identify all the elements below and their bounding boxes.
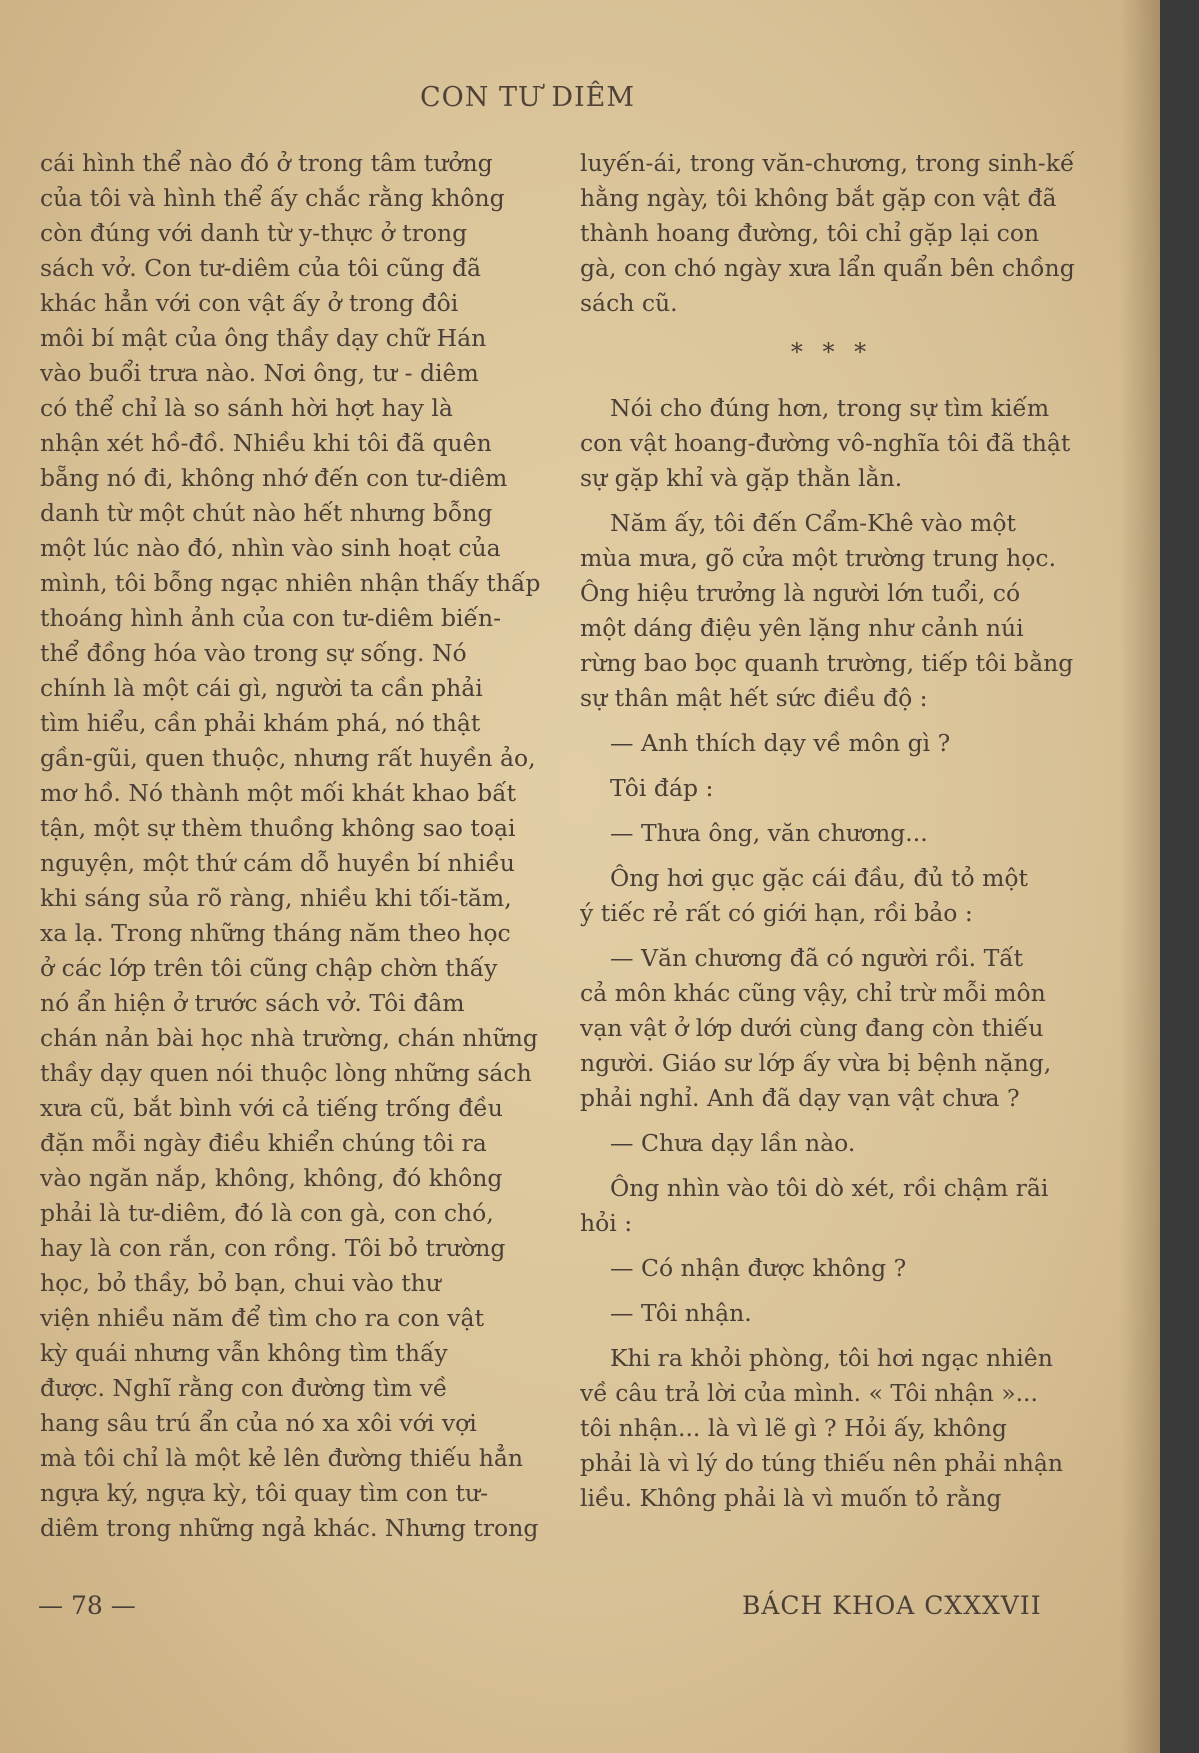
text-line: về câu trả lời của mình. « Tôi nhận »... xyxy=(580,1379,1038,1407)
text-line: tìm hiểu, cần phải khám phá, nó thật xyxy=(40,709,481,737)
text-line: vào ngăn nắp, không, không, đó không xyxy=(40,1164,503,1192)
text-line: liều. Không phải là vì muốn tỏ rằng xyxy=(580,1484,1002,1512)
text-line: mơ hồ. Nó thành một mối khát khao bất xyxy=(40,779,517,807)
text-line: diêm trong những ngả khác. Nhưng trong xyxy=(40,1514,539,1542)
text-line: gần-gũi, quen thuộc, nhưng rất huyền ảo, xyxy=(40,744,536,772)
text-line: Nói cho đúng hơn, trong sự tìm kiếm xyxy=(610,394,1050,422)
text-line: cái hình thể nào đó ở trong tâm tưởng xyxy=(40,149,493,177)
text-line: hỏi : xyxy=(580,1209,633,1237)
text-line: xưa cũ, bắt bình với cả tiếng trống đều xyxy=(40,1094,503,1122)
text-line: Ông hơi gục gặc cái đầu, đủ tỏ một xyxy=(610,864,1028,892)
text-line: gà, con chó ngày xưa lẩn quẩn bên chồng xyxy=(580,254,1075,282)
paragraph xyxy=(580,726,1083,761)
paragraph xyxy=(580,771,1083,806)
paragraph xyxy=(580,1296,1083,1331)
text-line: sự thân mật hết sức điều độ : xyxy=(580,684,928,712)
paragraph-gap xyxy=(580,1286,1083,1296)
paragraph-gap xyxy=(580,931,1083,941)
paragraph xyxy=(580,1126,1083,1161)
text-line: mình, tôi bỗng ngạc nhiên nhận thấy thấp xyxy=(40,569,541,597)
left-text-column xyxy=(40,146,543,1546)
paragraph-gap xyxy=(580,1116,1083,1126)
paragraph xyxy=(580,861,1083,931)
text-line: người. Giáo sư lớp ấy vừa bị bệnh nặng, xyxy=(580,1049,1052,1077)
text-line: phải là vì lý do túng thiếu nên phải nhận xyxy=(580,1449,1063,1477)
text-line: ý tiếc rẻ rất có giới hạn, rồi bảo : xyxy=(580,899,973,927)
text-line: một lúc nào đó, nhìn vào sinh hoạt của xyxy=(40,534,501,562)
paragraph-gap xyxy=(580,1161,1083,1171)
text-line: phải nghỉ. Anh đã dạy vạn vật chưa ? xyxy=(580,1084,1020,1112)
paragraph-gap xyxy=(580,1331,1083,1341)
text-line: môi bí mật của ông thầy dạy chữ Hán xyxy=(40,324,487,352)
text-line: tôi nhận... là vì lẽ gì ? Hỏi ấy, không xyxy=(580,1414,1007,1442)
text-line: kỳ quái nhưng vẫn không tìm thấy xyxy=(40,1339,448,1367)
text-line: — Văn chương đã có người rồi. Tất xyxy=(610,944,1024,972)
page-edge-shadow xyxy=(1120,0,1160,1753)
text-line: — Chưa dạy lần nào. xyxy=(610,1129,856,1157)
text-line: Năm ấy, tôi đến Cẩm-Khê vào một xyxy=(610,509,1016,537)
text-line: tận, một sự thèm thuồng không sao toại xyxy=(40,814,516,842)
text-line: mà tôi chỉ là một kẻ lên đường thiếu hẳn xyxy=(40,1444,524,1472)
text-line: danh từ một chút nào hết nhưng bỗng xyxy=(40,499,493,527)
text-line: Khi ra khỏi phòng, tôi hơi ngạc nhiên xyxy=(610,1344,1053,1372)
text-line: rừng bao bọc quanh trường, tiếp tôi bằng xyxy=(580,649,1074,677)
publication-title: BÁCH KHOA CXXXVII xyxy=(742,1591,1042,1620)
text-line: — Có nhận được không ? xyxy=(610,1254,907,1282)
text-line: thành hoang đường, tôi chỉ gặp lại con xyxy=(580,219,1040,247)
text-line: con vật hoang-đường vô-nghĩa tôi đã thật xyxy=(580,429,1071,457)
text-line: còn đúng với danh từ y-thực ở trong xyxy=(40,219,468,247)
paragraph-gap xyxy=(580,1516,1083,1526)
text-line: — Tôi nhận. xyxy=(610,1299,752,1327)
paragraph xyxy=(580,1171,1083,1241)
text-line: ở các lớp trên tôi cũng chập chờn thấy xyxy=(40,954,498,982)
page-number: — 78 — xyxy=(38,1591,136,1620)
text-line: hằng ngày, tôi không bắt gặp con vật đã xyxy=(580,184,1057,212)
paragraph xyxy=(580,506,1083,716)
section-separator: * * * xyxy=(790,338,873,366)
paragraph xyxy=(580,1341,1083,1516)
paragraph-gap xyxy=(580,1241,1083,1251)
text-line: sách vở. Con tư-diêm của tôi cũng đã xyxy=(40,254,482,282)
text-line: nó ẩn hiện ở trước sách vở. Tôi đâm xyxy=(40,989,465,1017)
text-line: khác hẳn với con vật ấy ở trong đôi xyxy=(40,289,459,317)
paragraph-gap xyxy=(580,761,1083,771)
text-line: luyến-ái, trong văn-chương, trong sinh-kế xyxy=(580,149,1075,177)
text-line: phải là tư-diêm, đó là con gà, con chó, xyxy=(40,1199,494,1227)
text-line: vạn vật ở lớp dưới cùng đang còn thiếu xyxy=(580,1014,1044,1042)
paragraph-gap xyxy=(580,806,1083,816)
text-line: mùa mưa, gõ cửa một trường trung học. xyxy=(580,544,1057,572)
text-line: có thể chỉ là so sánh hời hợt hay là xyxy=(40,394,453,422)
text-line: học, bỏ thầy, bỏ bạn, chui vào thư xyxy=(40,1269,441,1297)
paragraph xyxy=(580,816,1083,851)
text-line: — Thưa ông, văn chương... xyxy=(610,819,928,847)
text-line: thoáng hình ảnh của con tư-diêm biến- xyxy=(40,604,502,632)
text-line: viện nhiều năm để tìm cho ra con vật xyxy=(40,1304,485,1332)
text-line: sách cũ. xyxy=(580,289,678,317)
text-line: nhận xét hồ-đồ. Nhiều khi tôi đã quên xyxy=(40,429,492,457)
text-line: xa lạ. Trong những tháng năm theo học xyxy=(40,919,511,947)
text-line: của tôi và hình thể ấy chắc rằng không xyxy=(40,184,505,212)
text-line: Tôi đáp : xyxy=(610,774,714,802)
paragraph-gap xyxy=(580,851,1083,861)
text-line: nguyện, một thứ cám dỗ huyền bí nhiều xyxy=(40,849,515,877)
text-line: ngựa ký, ngựa kỳ, tôi quay tìm con tư- xyxy=(40,1479,489,1507)
paragraph-gap xyxy=(580,496,1083,506)
text-line: sự gặp khỉ và gặp thằn lằn. xyxy=(580,464,903,492)
text-line: — Anh thích dạy về môn gì ? xyxy=(610,729,951,757)
paragraph xyxy=(580,941,1083,1116)
text-line: đặn mỗi ngày điều khiển chúng tôi ra xyxy=(40,1129,487,1157)
text-line: chính là một cái gì, người ta cần phải xyxy=(40,674,483,702)
paragraph-gap xyxy=(580,716,1083,726)
text-line: hang sâu trú ẩn của nó xa xôi với vợi xyxy=(40,1409,477,1437)
text-line: khi sáng sủa rõ ràng, nhiều khi tối-tăm, xyxy=(40,884,512,912)
running-title: CON TƯ DIÊM xyxy=(420,82,636,113)
paragraph xyxy=(580,1251,1083,1286)
text-line: được. Nghĩ rằng con đường tìm về xyxy=(40,1374,448,1402)
paragraph xyxy=(580,391,1083,496)
text-line: một dáng điệu yên lặng như cảnh núi xyxy=(580,614,1024,642)
text-line: thể đồng hóa vào trong sự sống. Nó xyxy=(40,639,467,667)
text-line: chán nản bài học nhà trường, chán những xyxy=(40,1024,538,1052)
text-line: bẵng nó đi, không nhớ đến con tư-diêm xyxy=(40,464,508,492)
text-line: cả môn khác cũng vậy, chỉ trừ mỗi môn xyxy=(580,979,1046,1007)
text-line: Ông nhìn vào tôi dò xét, rồi chậm rãi xyxy=(610,1174,1049,1202)
text-line: hay là con rắn, con rồng. Tôi bỏ trường xyxy=(40,1234,506,1262)
text-line: vào buổi trưa nào. Nơi ông, tư - diêm xyxy=(40,359,479,387)
text-line: thầy dạy quen nói thuộc lòng những sách xyxy=(40,1059,532,1087)
right-text-column xyxy=(580,146,1083,1526)
text-line: Ông hiệu trưởng là người lớn tuổi, có xyxy=(580,579,1021,607)
